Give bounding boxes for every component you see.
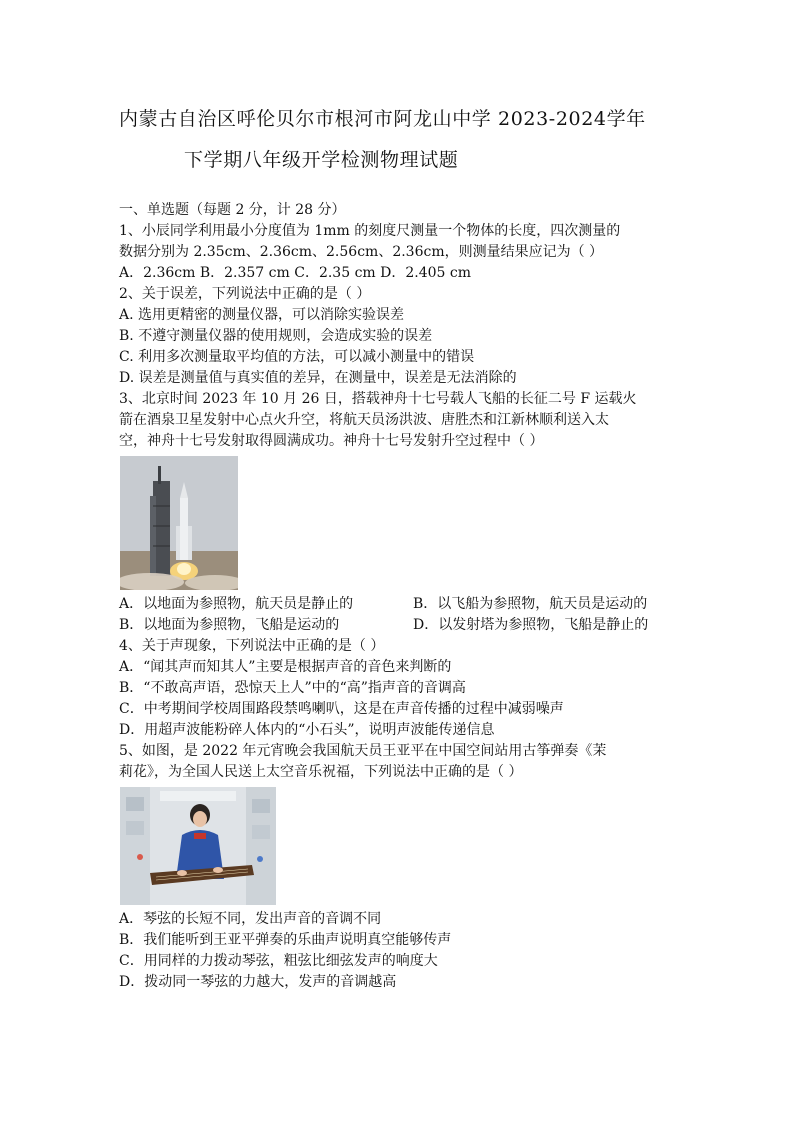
q1-stem-line1: 1、小辰同学利用最小分度值为 1mm 的刻度尺测量一个物体的长度，四次测量的 [119,223,621,239]
q1-options: A．2.36cm B．2.357 cm C．2.35 cm D．2.405 cm [119,265,472,281]
q5-option-d: D．拨动同一琴弦的力越大，发声的音调越高 [119,974,397,990]
astronaut-guzheng-photo [120,787,679,905]
q2-stem: 2、关于误差，下列说法中正确的是（ ） [119,286,371,302]
q5-option-c: C．用同样的力拨动琴弦，粗弦比细弦发声的响度大 [119,953,438,969]
q3-stem-line3: 空，神舟十七号发射取得圆满成功。神舟十七号发射升空过程中（ ） [119,433,544,449]
q2-option-c: C. 利用多次测量取平均值的方法，可以减小测量中的错误 [119,349,475,365]
q4-option-a: A．“闻其声而知其人”主要是根据声音的音色来判断的 [119,659,452,675]
q3-options-row2 [119,615,679,636]
q1-stem-line2: 数据分别为 2.35cm、2.36cm、2.56cm、2.36cm，则测量结果应记为（ ） [119,244,604,260]
q5-stem-line2: 莉花》，为全国人民送上太空音乐祝福，下列说法中正确的是（ ） [119,764,523,780]
q4-option-d: D．用超声波能粉碎人体内的“小石头”，说明声波能传递信息 [119,722,495,738]
q4-stem: 4、关于声现象，下列说法中正确的是（ ） [119,638,385,654]
q5-stem-line1: 5、如图，是 2022 年元宵晚会我国航天员王亚平在中国空间站用古筝弹奏《茉 [119,743,607,759]
q2-option-a: A. 选用更精密的测量仪器，可以消除实验误差 [119,307,405,323]
exam-title-line2: 下学期八年级开学检测物理试题 [184,149,459,171]
q3-option-a: A．以地面为参照物，航天员是静止的 [119,596,354,612]
q2-option-b: B. 不遵守测量仪器的使用规则，会造成实验的误差 [119,328,433,344]
q3-option-d: D．以发射塔为参照物，飞船是静止的 [413,617,649,633]
q2-option-d: D. 误差是测量值与真实值的差异，在测量中，误差是无法消除的 [119,370,517,386]
exam-content [119,200,679,993]
q4-option-c: C．中考期间学校周围路段禁鸣喇叭，这是在声音传播的过程中减弱噪声 [119,701,564,717]
q3-stem-line2: 箭在酒泉卫星发射中心点火升空，将航天员汤洪波、唐胜杰和江新林顺利送入太 [119,412,609,428]
q3-stem-line1: 3、北京时间 2023 年 10 月 26 日，搭载神舟十七号载人飞船的长征二号 F 运载火 [119,391,637,407]
q4-option-b: B．“不敢高声语，恐惊天上人”中的“高”指声音的音调高 [119,680,466,696]
q5-option-a: A．琴弦的长短不同，发出声音的音调不同 [119,911,382,927]
q5-option-b: B．我们能听到王亚平弹奏的乐曲声说明真空能够传声 [119,932,452,948]
q3-option-b: B．以飞船为参照物，航天员是运动的 [413,596,648,612]
rocket-launch-illustration [120,456,238,590]
rocket-launch-photo [120,456,679,590]
section-heading: 一、单选题（每题 2 分，计 28 分） [119,202,346,218]
q3-options-row1 [119,594,679,615]
exam-title-line1: 内蒙古自治区呼伦贝尔市根河市阿龙山中学 2023-2024学年 [119,108,646,130]
q3-option-c: B．以地面为参照物，飞船是运动的 [119,617,340,633]
astronaut-guzheng-illustration [120,787,276,905]
